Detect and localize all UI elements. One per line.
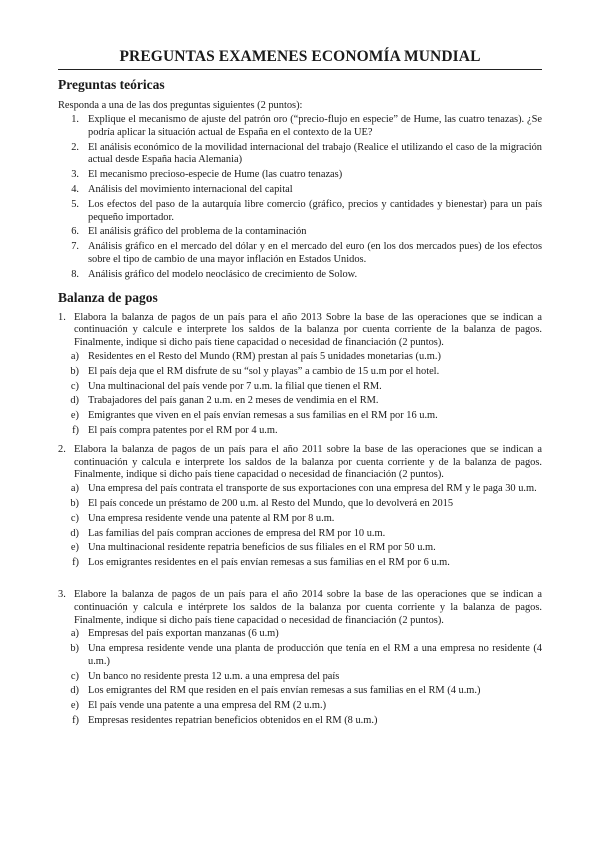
operation-letter: f) xyxy=(72,424,79,436)
operation-text: El país deja que el RM disfrute de su “sol y playas” a cambio de 15 u.m por el hotel. xyxy=(88,365,440,377)
theory-question xyxy=(58,241,542,267)
operation-text: El país concede un préstamo de 200 u.m. al Resto del Mundo, que lo devolverá en 2015 xyxy=(88,497,454,509)
theory-question xyxy=(58,114,542,140)
operation-list xyxy=(58,628,542,728)
operation-text: Una multinacional residente repatria beneficios de sus filiales en el RM por 50 u.m. xyxy=(88,542,436,554)
question-text: Explique el mecanismo de ajuste del patrón oro (“precio-flujo en especie” de Hume, las cuatro tenazas). ¿Se podría aplicar la situación actual de España en el contexto de la UE? xyxy=(88,114,542,138)
operation-letter: a) xyxy=(70,628,79,640)
operation-item xyxy=(58,715,542,728)
theory-question xyxy=(58,226,542,239)
exercise-number: 3. xyxy=(58,588,66,600)
operation-letter: c) xyxy=(70,512,79,524)
operation-text: Un banco no residente presta 12 u.m. a una empresa del país xyxy=(88,670,340,682)
theory-question xyxy=(58,184,542,197)
theory-heading: Preguntas teóricas xyxy=(58,77,165,92)
page-title: PREGUNTAS EXAMENES ECONOMÍA MUNDIAL xyxy=(58,48,542,70)
operation-text: Residentes en el Resto del Mundo (RM) prestan al país 5 unidades monetarias (u.m.) xyxy=(88,350,441,362)
operation-item xyxy=(58,498,542,511)
operation-letter: a) xyxy=(70,350,79,362)
question-number: 5. xyxy=(71,198,79,210)
question-text: Análisis gráfico del modelo neoclásico de crecimiento de Solow. xyxy=(88,268,358,280)
question-number: 1. xyxy=(71,114,79,125)
operation-text: Trabajadores del país ganan 2 u.m. en 2 meses de vendimia en el RM. xyxy=(88,395,379,407)
balance-exercise-2 xyxy=(58,444,542,570)
exercise-statement: Elabore la balanza de pagos de un país para el año 2014 sobre la base de las operaciones que se indican a continuación y calcula e intérprete los saldos de la balanza por cuenta corriente y la balanza de pagos. Finalmente, indique si dicho país tiene capacidad o necesidad de financiación (2 puntos). xyxy=(74,588,542,626)
balance-heading: Balanza de pagos xyxy=(58,289,158,305)
theory-question-list xyxy=(58,114,542,282)
balance-exercise-1 xyxy=(58,312,542,438)
operation-letter: b) xyxy=(70,643,79,655)
balance-exercise-3 xyxy=(58,589,542,728)
question-number: 6. xyxy=(71,226,79,238)
operation-item xyxy=(58,366,542,379)
operation-letter: f) xyxy=(72,715,79,727)
operation-letter: c) xyxy=(70,380,79,392)
question-text: El mecanismo precioso-especie de Hume (las cuatro tenazas) xyxy=(88,169,343,181)
operation-text: El país compra patentes por el RM por 4 u.m. xyxy=(88,424,278,436)
operation-item xyxy=(58,425,542,438)
operation-item xyxy=(58,528,542,541)
operation-item xyxy=(58,542,542,555)
operation-letter: f) xyxy=(72,557,79,569)
question-number: 7. xyxy=(71,241,79,253)
theory-question xyxy=(58,169,542,182)
operation-letter: d) xyxy=(70,527,79,539)
operation-text: Los emigrantes residentes en el país envían remesas a sus familias en el RM por 6 u.m. xyxy=(88,557,450,569)
operation-list xyxy=(58,351,542,438)
operation-letter: b) xyxy=(70,365,79,377)
question-number: 4. xyxy=(71,183,79,195)
operation-letter: e) xyxy=(70,542,79,554)
balance-section xyxy=(58,290,542,728)
exercise-statement: Elabora la balanza de pagos de un país para el año 2013 Sobre la base de las operaciones que se indican a continuación y calcule e interprete los saldos de la balanza por cuenta corriente de la balanza de pagos. Finalmente, indique si dicho país tiene capacidad o necesidad de financiación (2 puntos). xyxy=(74,311,542,349)
exercise-statement: Elabora la balanza de pagos de un país para el año 2011 sobre la base de las operaciones que se indican a continuación y calcula e interprete los saldos de la balanza por cuenta corriente y de la balanza de pagos. Finalmente, indique si dicho país tiene capacidad o necesidad de financiación (2 puntos). xyxy=(74,443,542,481)
question-number: 3. xyxy=(71,169,79,181)
operation-letter: d) xyxy=(70,685,79,697)
question-text: El análisis gráfico del problema de la contaminación xyxy=(88,226,307,238)
operation-letter: e) xyxy=(70,700,79,712)
theory-section xyxy=(58,77,542,282)
operation-item xyxy=(58,557,542,570)
operation-text: Empresas del país exportan manzanas (6 u.m) xyxy=(88,628,279,640)
theory-intro: Responda a una de las dos preguntas siguientes (2 puntos): xyxy=(58,100,303,111)
operation-item xyxy=(58,410,542,423)
operation-item xyxy=(58,685,542,698)
operation-text: Los emigrantes del RM que residen en el país envían remesas a sus familias en el RM (4 u.m.) xyxy=(88,685,481,697)
operation-item xyxy=(58,671,542,684)
question-number: 2. xyxy=(71,141,79,153)
question-text: El análisis económico de la movilidad internacional del trabajo (Realice el utilizando el caso de la migración actual desde España hacia Alemania) xyxy=(88,141,542,166)
operation-letter: e) xyxy=(70,410,79,422)
operation-item xyxy=(58,700,542,713)
operation-text: Una empresa residente vende una patente al RM por 8 u.m. xyxy=(88,512,335,524)
exercise-number: 2. xyxy=(58,443,66,455)
spacer xyxy=(58,576,542,589)
operation-text: El país vende una patente a una empresa del RM (2 u.m.) xyxy=(88,700,327,712)
question-text: Análisis del movimiento internacional del capital xyxy=(88,183,293,195)
operation-text: Emigrantes que viven en el país envían remesas a sus familias en el RM por 16 u.m. xyxy=(88,410,438,422)
operation-letter: d) xyxy=(70,395,79,407)
question-text: Los efectos del paso de la autarquía libre comercio (gráfico, precios y cantidades y bienestar) para un país pequeño importador. xyxy=(88,198,542,223)
operation-letter: c) xyxy=(70,670,79,682)
operation-item xyxy=(58,395,542,408)
exercise-number: 1. xyxy=(58,311,66,323)
operation-text: Una multinacional del país vende por 7 u.m. la filial que tienen el RM. xyxy=(88,380,382,392)
operation-letter: b) xyxy=(70,497,79,509)
operation-item xyxy=(58,628,542,641)
operation-letter: a) xyxy=(70,483,79,495)
theory-question xyxy=(58,269,542,282)
operation-item xyxy=(58,643,542,669)
operation-text: Una empresa del país contrata el transporte de sus exportaciones con una empresa del RM y le paga 30 u.m. xyxy=(88,483,537,495)
operation-text: Empresas residentes repatrian beneficios obtenidos en el RM (8 u.m.) xyxy=(88,715,378,727)
operation-text: Una empresa residente vende una planta de producción que tenía en el RM a una empresa no residente (4 u.m.) xyxy=(88,643,542,667)
operation-text: Las familias del país compran acciones de empresa del RM por 10 u.m. xyxy=(88,527,386,539)
operation-item xyxy=(58,513,542,526)
question-text: Análisis gráfico en el mercado del dólar y en el mercado del euro (en los dos mercados pues) de los efectos sobre el tipo de cambio de una mayor inflación en Estados Unidos. xyxy=(88,241,542,265)
operation-item xyxy=(58,351,542,364)
theory-question xyxy=(58,199,542,225)
operation-item xyxy=(58,381,542,394)
question-number: 8. xyxy=(71,268,79,280)
operation-item xyxy=(58,483,542,496)
theory-question xyxy=(58,142,542,168)
operation-list xyxy=(58,483,542,570)
